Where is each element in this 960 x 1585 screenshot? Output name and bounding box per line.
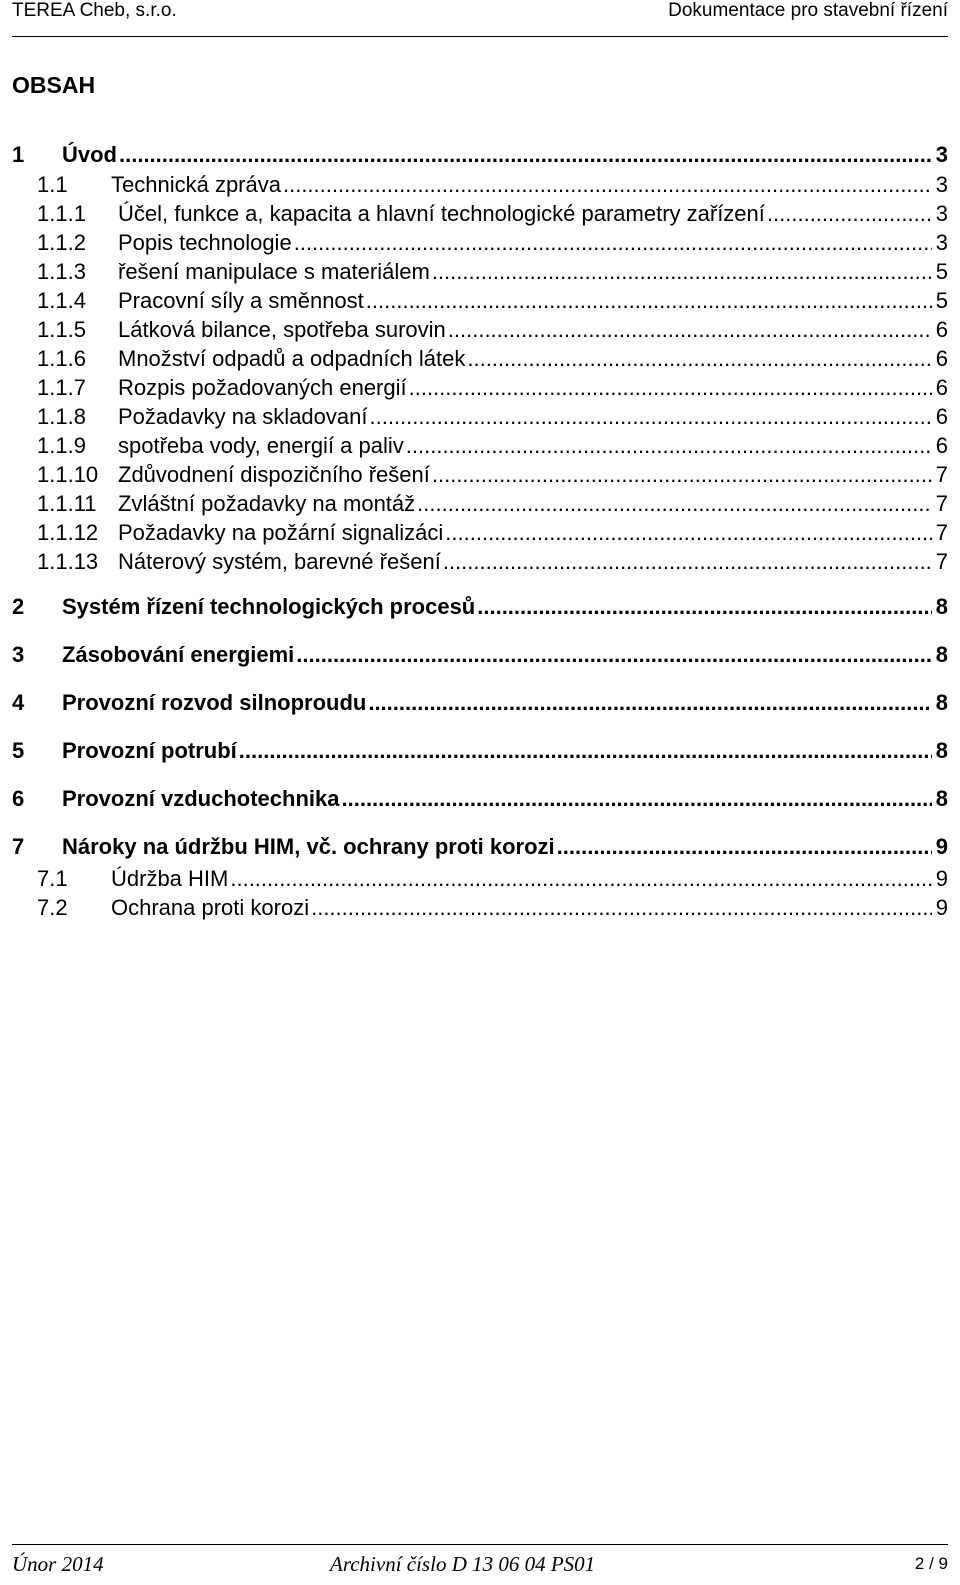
toc-entry-page: 5 [935,288,948,313]
toc-entry-title: Zvláštní požadavky na montáž [118,491,416,516]
toc-entry[interactable] [12,170,948,199]
toc-leader-dots [432,460,932,489]
page-header [12,0,948,37]
toc-entry-number: 1.1.8 [37,404,86,429]
toc-leader-dots [557,830,932,864]
toc-entry[interactable] [12,590,948,624]
toc-entry-page: 3 [935,201,948,226]
toc-entry-number: 5 [12,738,25,763]
toc-entry[interactable] [12,402,948,431]
toc-entry-title: Provozní vzduchotechnika [62,786,340,811]
toc-entry-number: 6 [12,786,25,811]
toc-entry-number: 1.1.2 [37,230,86,255]
toc-entry-number: 7.1 [37,866,68,891]
toc-entry-number: 4 [12,690,25,715]
toc-entry-number: 1.1.3 [37,259,86,284]
toc-leader-dots [342,782,932,816]
toc-entry-page: 7 [935,549,948,574]
toc-entry[interactable] [12,373,948,402]
toc-entry-title: Popis technologie [118,230,292,255]
toc-leader-dots [239,734,932,768]
toc-entry-number: 1.1 [37,172,68,197]
toc-leader-dots [119,142,932,168]
toc-entry-title: Údržba HIM [111,866,229,891]
toc-entry-title: Provozní potrubí [62,738,237,763]
toc-entry-page: 5 [935,259,948,284]
toc-entry[interactable] [12,734,948,768]
footer-page-indicator: 2 / 9 [914,1554,948,1573]
toc-entry-page: 8 [935,786,948,811]
toc-entry-page: 7 [935,462,948,487]
toc-entry-number: 1.1.9 [37,433,86,458]
toc-entry-number: 1.1.12 [37,520,99,545]
toc-leader-dots [448,315,932,344]
toc-entry-title: Požadavky na požární signalizáci [118,520,444,545]
toc-leader-dots [370,402,932,431]
toc-entry-number: 3 [12,642,25,667]
toc-leader-dots [366,286,932,315]
toc-entry-title: Systém řízení technologických procesů [62,594,476,619]
toc-entry[interactable] [12,518,948,547]
toc-entry-number: 7 [12,834,25,859]
toc-leader-dots [467,344,931,373]
toc-entry-title: Nároky na údržbu HIM, vč. ochrany proti korozi [62,834,555,859]
toc-entry-page: 3 [935,142,948,167]
toc-leader-dots [368,686,931,720]
footer-date: Únor 2014 [12,1552,104,1576]
toc-leader-dots [432,257,932,286]
toc-entry[interactable] [12,893,948,922]
toc-entry-number: 1.1.7 [37,375,86,400]
toc-leader-dots [294,228,932,257]
toc-entry-page: 7 [935,520,948,545]
toc-entry-number: 1 [12,142,25,167]
toc-entry-number: 1.1.11 [37,491,97,516]
toc-entry-number: 2 [12,594,25,619]
toc-entry[interactable] [12,547,948,576]
toc-entry[interactable] [12,315,948,344]
toc-entry-page: 6 [935,346,948,371]
toc-entry-title: Náterový systém, barevné řešení [118,549,441,574]
toc-entry-title: Ochrana proti korozi [111,895,310,920]
toc-entry-page: 8 [935,594,948,619]
toc-entry-page: 6 [935,375,948,400]
toc-entry-title: Rozpis požadovaných energií [118,375,407,400]
toc-entry-page: 6 [935,433,948,458]
toc-entry[interactable] [12,257,948,286]
toc-entry-page: 9 [935,895,948,920]
toc-entry[interactable] [12,142,948,170]
toc-entry-number: 1.1.13 [37,549,99,574]
toc-entry-number: 1.1.1 [37,201,86,226]
toc-entry-title: Provozní rozvod silnoproudu [62,690,367,715]
toc-entry[interactable] [12,830,948,864]
toc-leader-dots [767,199,932,228]
toc-entry-title: Požadavky na skladovaní [118,404,368,429]
toc-entry-page: 7 [935,491,948,516]
toc-entry-page: 6 [935,317,948,342]
toc-entry-number: 1.1.5 [37,317,86,342]
toc-entry[interactable] [12,431,948,460]
toc-entry[interactable] [12,864,948,893]
header-company: TEREA Cheb, s.r.o. [12,0,177,21]
toc-entry-number: 1.1.6 [37,346,86,371]
toc-entry-title: Účel, funkce a, kapacita a hlavní technologické parametry zařízení [118,201,765,226]
toc-leader-dots [283,170,932,199]
toc-entry-title: Látková bilance, spotřeba surovin [118,317,446,342]
footer-archive-number: Archivní číslo D 13 06 04 PS01 [330,1552,596,1576]
toc-entry[interactable] [12,782,948,816]
toc-entry-page: 3 [935,230,948,255]
toc-entry-title: Úvod [62,142,117,167]
toc-entry-title: Technická zpráva [111,172,281,197]
toc-entry-title: Zásobování energiemi [62,642,295,667]
page-footer [12,1544,948,1585]
toc-entry-number: 7.2 [37,895,68,920]
toc-entry[interactable] [12,286,948,315]
toc-entry-page: 8 [935,642,948,667]
toc-entry-page: 9 [935,834,948,859]
toc-leader-dots [409,373,932,402]
toc-leader-dots [477,590,932,624]
toc-leader-dots [296,638,931,672]
toc-entry[interactable] [12,228,948,257]
toc-entry-title: spotřeba vody, energií a paliv [118,433,404,458]
toc-leader-dots [443,547,932,576]
header-document-type: Dokumentace pro stavební řízení [668,0,948,21]
toc-leader-dots [311,893,932,922]
toc-entry-page: 8 [935,690,948,715]
toc-entry[interactable] [12,489,948,518]
toc-heading: OBSAH [12,72,96,98]
toc-entry-title: Zdůvodnení dispozičního řešení [118,462,430,487]
toc-entry-page: 8 [935,738,948,763]
table-of-contents [12,142,948,922]
toc-entry[interactable] [12,344,948,373]
toc-entry-page: 9 [935,866,948,891]
toc-entry-number: 1.1.4 [37,288,86,313]
toc-entry[interactable] [12,460,948,489]
toc-entry[interactable] [12,686,948,720]
toc-entry-page: 3 [935,172,948,197]
toc-entry[interactable] [12,199,948,228]
toc-entry-number: 1.1.10 [37,462,99,487]
toc-leader-dots [445,518,931,547]
toc-entry-title: Množství odpadů a odpadních látek [118,346,466,371]
toc-entry-page: 6 [935,404,948,429]
toc-entry-title: řešení manipulace s materiálem [118,259,430,284]
toc-leader-dots [417,489,932,518]
toc-leader-dots [230,864,931,893]
toc-entry-title: Pracovní síly a směnnost [118,288,364,313]
toc-leader-dots [406,431,932,460]
toc-entry[interactable] [12,638,948,672]
